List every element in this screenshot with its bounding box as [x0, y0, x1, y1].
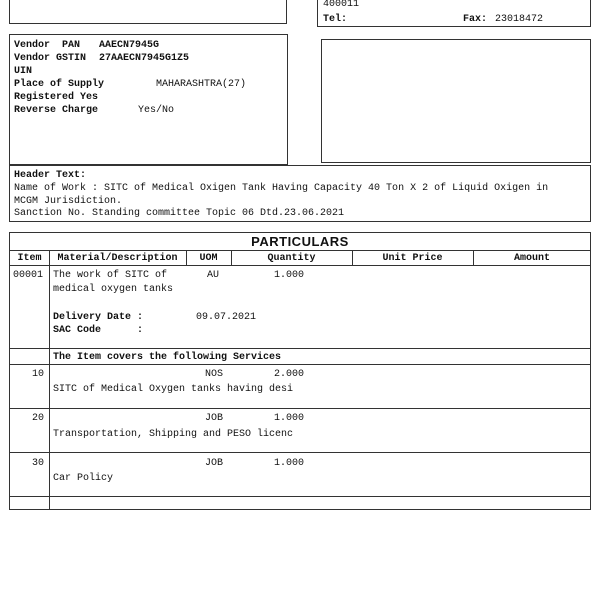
main-item-divider — [9, 348, 591, 349]
vendor-gstin-label: Vendor GSTIN — [14, 53, 87, 64]
col-header-quantity: Quantity — [267, 253, 316, 264]
services-heading: The Item covers the following Services — [53, 352, 282, 363]
top-right-address-box — [317, 0, 591, 27]
col-header-unit-price: Unit Price — [382, 253, 443, 264]
service-item-number: 30 — [31, 458, 44, 469]
header-divider — [9, 265, 591, 266]
service-uom: NOS — [205, 369, 224, 380]
main-item-number: 00001 — [13, 270, 44, 281]
service-uom: JOB — [205, 413, 224, 424]
service-description: Transportation, Shipping and PESO licenc — [53, 429, 294, 440]
delivery-date-value: 09.07.2021 — [196, 312, 257, 323]
service-heading-divider — [9, 364, 591, 365]
col-header-material: Material/Description — [57, 253, 178, 264]
service-quantity: 2.000 — [274, 369, 305, 380]
vendor-box — [9, 34, 288, 165]
service-uom: JOB — [205, 458, 224, 469]
reverse-charge-label: Reverse Charge — [14, 105, 99, 116]
header-text-line1: Name of Work : SITC of Medical Oxigen Tank Having Capacity 40 Ton X 2 of Liquid Oxigen in — [14, 183, 549, 194]
right-empty-box — [321, 39, 591, 163]
vendor-pan-label: Vendor PAN — [14, 40, 81, 51]
service-quantity: 1.000 — [274, 413, 305, 424]
service-item-number: 10 — [31, 369, 44, 380]
header-text-line3: Sanction No. Standing committee Topic 06 Dtd.23.06.2021 — [14, 208, 345, 219]
col-header-item: Item — [17, 253, 42, 264]
place-of-supply-label: Place of Supply — [14, 79, 105, 90]
col-header-uom: UOM — [199, 253, 218, 264]
registered-label: Registered Yes — [14, 92, 99, 103]
main-item-desc-line2: medical oxygen tanks — [53, 284, 174, 295]
service-30-divider — [9, 496, 591, 497]
col-header-amount: Amount — [513, 253, 550, 264]
header-text-box — [9, 165, 591, 222]
delivery-date-label: Delivery Date : — [53, 312, 144, 323]
service-20-divider — [9, 452, 591, 453]
postal-code: 400011 — [323, 0, 360, 10]
uin-label: UIN — [14, 66, 33, 77]
service-item-number: 20 — [31, 413, 44, 424]
main-item-quantity: 1.000 — [274, 270, 305, 281]
vendor-gstin-value: 27AAECN7945G1Z5 — [99, 53, 190, 64]
col-divider-item — [49, 250, 50, 510]
service-description: Car Policy — [53, 473, 114, 484]
sac-code-label: SAC Code : — [53, 325, 144, 336]
service-quantity: 1.000 — [274, 458, 305, 469]
header-text-label: Header Text: — [14, 170, 87, 181]
main-item-uom: AU — [207, 270, 220, 281]
vendor-pan-value: AAECN7945G — [99, 40, 160, 51]
header-text-line2: MCGM Jurisdiction. — [14, 196, 123, 207]
title-divider — [9, 250, 591, 251]
service-10-divider — [9, 408, 591, 409]
fax-label: Fax: — [463, 14, 488, 25]
place-of-supply-value: MAHARASHTRA(27) — [156, 79, 247, 90]
main-item-desc-line1: The work of SITC of — [53, 270, 168, 281]
reverse-charge-value: Yes/No — [138, 105, 175, 116]
particulars-title: PARTICULARS — [251, 234, 349, 249]
service-description: SITC of Medical Oxygen tanks having desi — [53, 384, 294, 395]
top-left-address-box — [9, 0, 287, 24]
tel-label: Tel: — [323, 14, 348, 25]
fax-value: 23018472 — [495, 14, 544, 25]
